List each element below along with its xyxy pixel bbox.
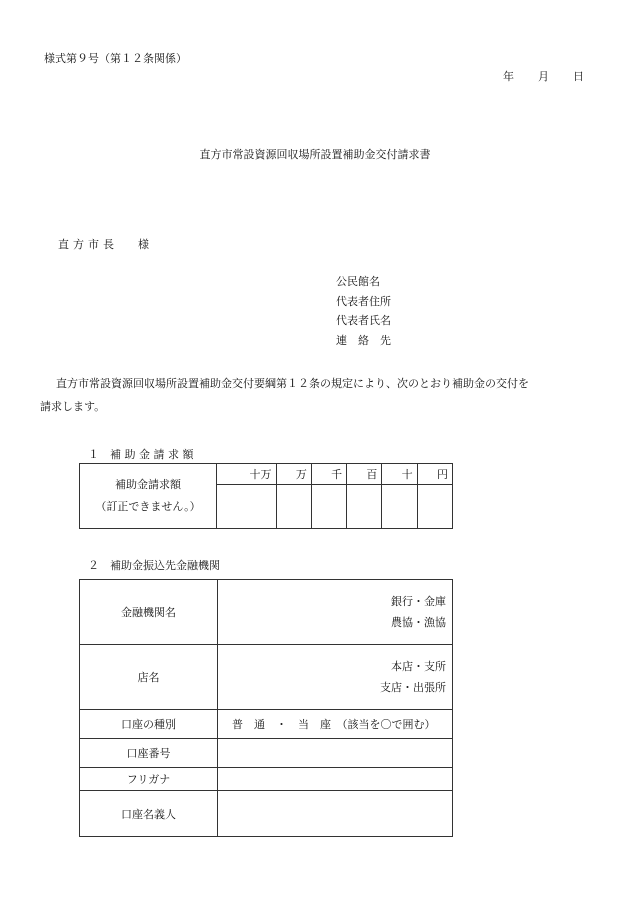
amount-digit-cell[interactable] — [347, 485, 382, 529]
amount-table — [79, 463, 453, 529]
account-holder-label: 口座名義人 — [80, 791, 218, 837]
branch-type-options-1: 本店・支所 — [391, 660, 446, 673]
addressee-name: 直方市長 — [58, 238, 118, 251]
account-number-label: 口座番号 — [80, 739, 218, 768]
branch-label: 店名 — [80, 645, 218, 710]
addressee-honorific: 様 — [138, 238, 153, 251]
account-number-field[interactable] — [218, 739, 453, 768]
amount-digit-cell[interactable] — [382, 485, 417, 529]
amount-label-note: （訂正できません。） — [95, 500, 201, 513]
field-contact: 連 絡 先 — [336, 334, 391, 347]
amount-digit-cell[interactable] — [417, 485, 452, 529]
branch-field[interactable] — [218, 645, 453, 710]
date-line — [479, 68, 584, 84]
addressee — [58, 236, 153, 252]
field-representative-address: 代表者住所 — [336, 295, 391, 308]
bank-type-options-2: 農協・漁協 — [391, 616, 446, 629]
date-month: 月 — [538, 70, 549, 83]
unit-ten-thousand: 万 — [276, 464, 311, 485]
amount-digit-cell[interactable] — [311, 485, 346, 529]
document-title: 直方市常設資源回収場所設置補助金交付請求書 — [199, 148, 431, 161]
field-community-center: 公民館名 — [336, 275, 380, 288]
bank-name-label: 金融機関名 — [80, 580, 218, 645]
section2-title: ２ 補助金振込先金融機関 — [88, 559, 220, 572]
account-type-options[interactable]: 普 通 ・ 当 座 （該当を〇で囲む） — [218, 710, 453, 739]
account-type-label: 口座の種別 — [80, 710, 218, 739]
unit-hundred: 百 — [347, 464, 382, 485]
date-day: 日 — [573, 70, 584, 83]
unit-ten: 十 — [382, 464, 417, 485]
form-number: 様式第９号（第１２条関係） — [44, 52, 187, 65]
body-text — [40, 372, 580, 418]
section1-title: １ 補 助 金 請 求 額 — [88, 448, 194, 461]
amount-digit-cell[interactable] — [217, 485, 277, 529]
unit-hundred-thousand: 十万 — [217, 464, 277, 485]
bank-name-field[interactable] — [218, 580, 453, 645]
field-representative-name: 代表者氏名 — [336, 314, 391, 327]
body-line-2: 請求します。 — [40, 400, 106, 413]
bank-type-options-1: 銀行・金庫 — [391, 595, 446, 608]
account-holder-field[interactable] — [218, 791, 453, 837]
furigana-label: フリガナ — [80, 768, 218, 791]
furigana-field[interactable] — [218, 768, 453, 791]
bank-table — [79, 579, 453, 837]
amount-label — [80, 464, 217, 529]
amount-digit-cell[interactable] — [276, 485, 311, 529]
body-line-1: 直方市常設資源回収場所設置補助金交付要綱第１２条の規定により、次のとおり補助金の交付を — [56, 377, 529, 390]
date-year: 年 — [503, 70, 514, 83]
amount-label-main: 補助金請求額 — [115, 478, 181, 491]
unit-thousand: 千 — [311, 464, 346, 485]
branch-type-options-2: 支店・出張所 — [380, 681, 446, 694]
unit-yen: 円 — [417, 464, 452, 485]
